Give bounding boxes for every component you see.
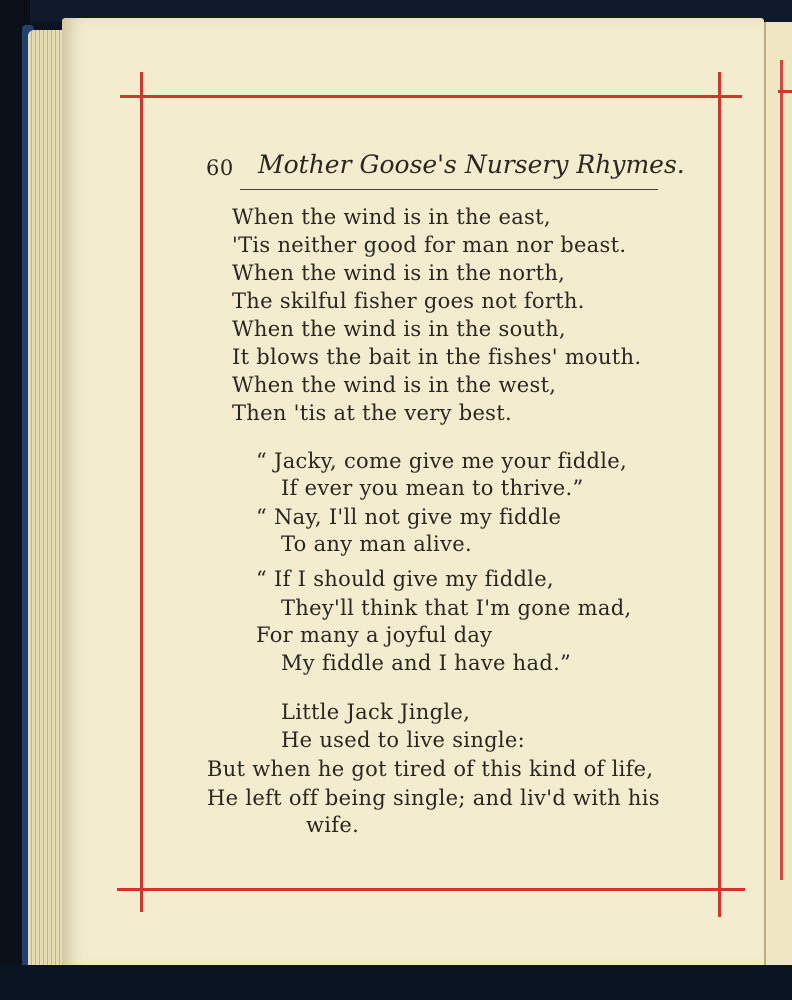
border-rule-top bbox=[120, 95, 742, 98]
poem-line: When the wind is in the north, bbox=[232, 261, 566, 285]
poem-line: It blows the bait in the fishes' mouth. bbox=[232, 345, 642, 369]
poem-line: He used to live single: bbox=[281, 728, 526, 752]
poem-line: When the wind is in the east, bbox=[232, 205, 551, 229]
poem-line: 'Tis neither good for man nor beast. bbox=[232, 233, 627, 257]
running-title: Mother Goose's Nursery Rhymes. bbox=[258, 150, 685, 179]
facing-page-border-rule-vertical bbox=[780, 60, 783, 880]
poem-line: Little Jack Jingle, bbox=[281, 700, 471, 724]
facing-page-edge bbox=[764, 22, 792, 970]
page-number: 60 bbox=[206, 156, 234, 180]
poem-line: “ If I should give my fiddle, bbox=[256, 567, 554, 591]
poem-line: My fiddle and I have had.” bbox=[281, 651, 572, 675]
header-rule bbox=[240, 189, 658, 190]
border-rule-right bbox=[718, 72, 721, 917]
poem-line: To any man alive. bbox=[281, 532, 472, 556]
running-head bbox=[206, 150, 685, 190]
poem-line: wife. bbox=[306, 813, 360, 837]
poem-line: If ever you mean to thrive.” bbox=[281, 476, 584, 500]
border-rule-left bbox=[140, 72, 143, 912]
poem-line: “ Nay, I'll not give my fiddle bbox=[256, 505, 562, 529]
poem-line: But when he got tired of this kind of life, bbox=[207, 757, 654, 781]
border-rule-bottom bbox=[117, 888, 745, 891]
poem-line: They'll think that I'm gone mad, bbox=[281, 596, 632, 620]
poem-line: When the wind is in the west, bbox=[232, 373, 557, 397]
poem-line: The skilful fisher goes not forth. bbox=[232, 289, 585, 313]
poem-line: For many a joyful day bbox=[256, 623, 493, 647]
poem-line: “ Jacky, come give me your fiddle, bbox=[256, 449, 627, 473]
poem-line: Then 'tis at the very best. bbox=[232, 401, 512, 425]
poem-line: He left off being single; and liv'd with his bbox=[207, 786, 660, 810]
poem-line: When the wind is in the south, bbox=[232, 317, 566, 341]
book-cover-bottom bbox=[0, 965, 792, 1000]
